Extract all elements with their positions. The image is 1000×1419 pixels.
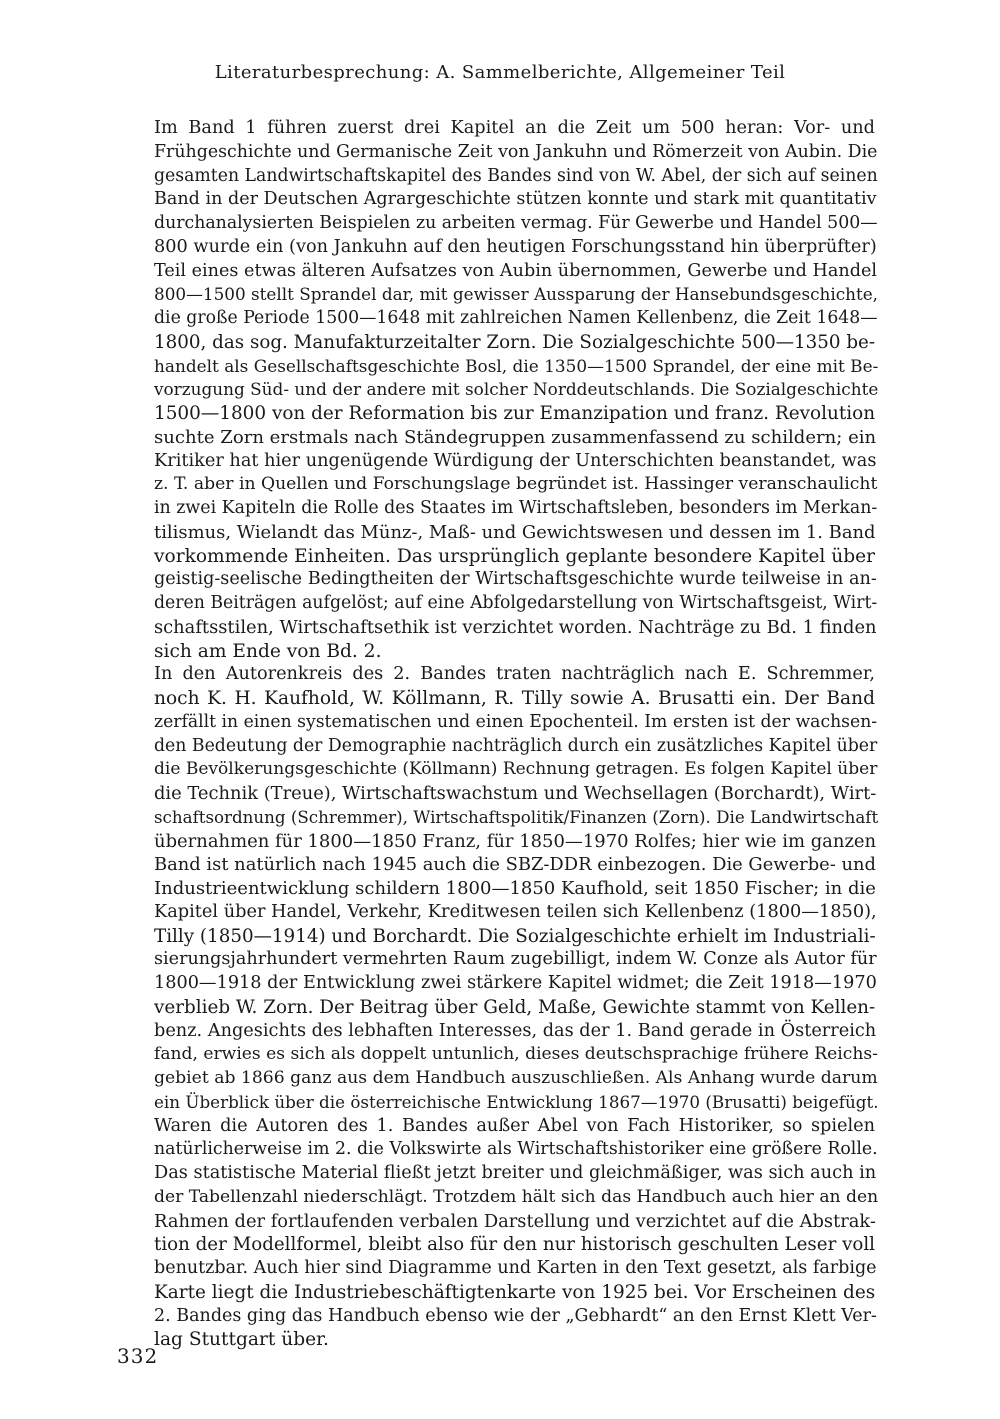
- text-line: Karte liegt die Industriebeschäftigtenkarte von 1925 bei. Vor Erscheinen des: [154, 1281, 876, 1303]
- text-line: natürlicherweise im 2. die Volkswirte als Wirtschaftshistoriker eine größere Rolle.: [154, 1139, 878, 1160]
- text-line: schaftsordnung (Schremmer), Wirtschaftspolitik/Finanzen (Zorn). Die Landwirtschaft: [154, 807, 879, 827]
- text-line: in zwei Kapiteln die Rolle des Staates im Wirtschaftsleben, besonders im Merkan-: [154, 498, 878, 518]
- text-line: 2. Bandes ging das Handbuch ebenso wie der „Gebhardt“ an den Ernst Klett Ver-: [154, 1305, 877, 1326]
- text-line: lag Stuttgart über.: [154, 1329, 329, 1351]
- paragraph: [117, 663, 879, 1114]
- text-line: verblieb W. Zorn. Der Beitrag über Geld, Maße, Gewichte stammt von Kellen-: [154, 996, 876, 1018]
- text-line: 1500—1800 von der Reformation bis zur Emanzipation und franz. Revolution: [154, 403, 876, 424]
- text-line: schaftsstilen, Wirtschaftsethik ist verzichtet worden. Nachträge zu Bd. 1 finden: [154, 616, 877, 638]
- text-line: suchte Zorn erstmals nach Ständegruppen zusammenfassend zu schildern; ein: [154, 426, 877, 448]
- text-line: Industrieentwicklung schildern 1800—1850 Kaufhold, seit 1850 Fischer; in die: [154, 878, 876, 899]
- text-line: Band ist natürlich nach 1945 auch die SBZ-DDR einbezogen. Die Gewerbe- und: [154, 854, 876, 876]
- text-line: gebiet ab 1866 ganz aus dem Handbuch auszuschließen. Als Anhang wurde darum: [154, 1068, 878, 1088]
- text-line: 1800, das sog. Manufakturzeitalter Zorn. Die Sozialgeschichte 500—1350 be-: [154, 331, 875, 353]
- paragraph: [117, 1115, 879, 1353]
- text-line: Kapitel über Handel, Verkehr, Kreditwesen teilen sich Kellenbenz (1800—1850),: [154, 901, 877, 922]
- text-line: zerfällt in einen systematischen und einen Epochenteil. Im ersten ist der wachsen-: [154, 711, 878, 732]
- text-line: der Tabellenzahl niederschlägt. Trotzdem hält sich das Handbuch auch hier an den: [154, 1186, 879, 1207]
- text-line: ein Überblick über die österreichische Entwicklung 1867—1970 (Brusatti) beigefügt.: [154, 1091, 879, 1112]
- text-line: tion der Modellformel, bleibt also für den nur historisch geschulten Leser voll: [154, 1234, 875, 1256]
- text-line: Rahmen der fortlaufenden verbalen Darstellung und verzichtet auf die Abstrak-: [154, 1210, 876, 1232]
- text-line: 1800—1918 der Entwicklung zwei stärkere Kapitel widmet; die Zeit 1918—1970: [154, 973, 877, 993]
- text-line: Waren die Autoren des 1. Bandes außer Abel von Fach Historiker, so spielen: [154, 1115, 875, 1136]
- text-line: fand, erwies es sich als doppelt untunlich, dieses deutschsprachige frühere Reichs-: [154, 1044, 878, 1065]
- text-line: Im Band 1 führen zuerst drei Kapitel an die Zeit um 500 heran: Vor- und: [154, 118, 875, 138]
- text-line: deren Beiträgen aufgelöst; auf eine Abfolgedarstellung von Wirtschaftsgeist, Wirt-: [154, 593, 878, 613]
- text-line: Das statistische Material fließt jetzt breiter und gleichmäßiger, was sich auch in: [154, 1163, 877, 1183]
- text-line: benz. Angesichts des lebhaften Interesses, das der 1. Band gerade in Österreich: [154, 1020, 877, 1041]
- text-line: Frühgeschichte und Germanische Zeit von Jankuhn und Römerzeit von Aubin. Die: [154, 141, 878, 162]
- text-line: den Bedeutung der Demographie nachträglich durch ein zusätzliches Kapitel über: [154, 735, 878, 756]
- text-line: handelt als Gesellschaftsgeschichte Bosl, die 1350—1500 Sprandel, der eine mit Be-: [154, 355, 879, 376]
- body-text: [117, 117, 879, 1352]
- text-line: Band in der Deutschen Agrargeschichte stützen konnte und stark mit quantitativ: [154, 189, 877, 210]
- text-line: geistig-seelische Bedingtheiten der Wirtschaftsgeschichte wurde teilweise in an-: [154, 569, 877, 590]
- text-line: die große Periode 1500—1648 mit zahlreichen Namen Kellenbenz, die Zeit 1648—: [154, 308, 878, 328]
- text-line: 800 wurde ein (von Jankuhn auf den heutigen Forschungsstand hin überprüfter): [154, 236, 877, 257]
- text-line: noch K. H. Kaufhold, W. Köllmann, R. Tilly sowie A. Brusatti ein. Der Band: [154, 688, 875, 709]
- text-line: 800—1500 stellt Sprandel dar, mit gewisser Aussparung der Hansebundsgeschichte,: [154, 284, 879, 305]
- text-line: Teil eines etwas älteren Aufsatzes von Aubin übernommen, Gewerbe und Handel: [154, 260, 878, 281]
- running-head: Literaturbesprechung: A. Sammelberichte, Allgemeiner Teil: [214, 62, 786, 83]
- text-line: benutzbar. Auch hier sind Diagramme und Karten in den Text gesetzt, als farbige: [154, 1258, 877, 1278]
- text-line: die Bevölkerungsgeschichte (Köllmann) Rechnung getragen. Es folgen Kapitel über: [154, 759, 878, 780]
- text-line: die Technik (Treue), Wirtschaftswachstum und Wechsellagen (Borchardt), Wirt-: [154, 783, 877, 804]
- text-line: durchanalysierten Beispielen zu arbeiten vermag. Für Gewerbe und Handel 500—: [154, 213, 878, 233]
- page-number: 332: [117, 1344, 159, 1368]
- text-line: vorzugung Süd- und der andere mit solcher Norddeutschlands. Die Sozialgeschichte: [154, 379, 879, 400]
- text-line: Tilly (1850—1914) und Borchardt. Die Sozialgeschichte erhielt im Industriali-: [154, 925, 876, 947]
- text-line: tilismus, Wielandt das Münz-, Maß- und Gewichtswesen und dessen im 1. Band: [154, 521, 876, 543]
- text-line: gesamten Landwirtschaftskapitel des Bandes sind von W. Abel, der sich auf seinen: [154, 165, 878, 186]
- text-line: sich am Ende von Bd. 2.: [154, 640, 382, 662]
- text-line: z. T. aber in Quellen und Forschungslage begründet ist. Hassinger veranschaulicht: [154, 474, 878, 495]
- text-line: sierungsjahrhundert vermehrten Raum zugebilligt, indem W. Conze als Autor für: [154, 949, 877, 970]
- text-line: Kritiker hat hier ungenügende Würdigung der Unterschichten beanstandet, was: [154, 450, 877, 471]
- text-line: übernahmen für 1800—1850 Franz, für 1850—1970 Rolfes; hier wie im ganzen: [154, 830, 877, 852]
- text-line: vorkommende Einheiten. Das ursprünglich geplante besondere Kapitel über: [154, 545, 875, 567]
- paragraph: [117, 117, 879, 663]
- text-line: In den Autorenkreis des 2. Bandes traten nachträglich nach E. Schremmer,: [154, 664, 875, 685]
